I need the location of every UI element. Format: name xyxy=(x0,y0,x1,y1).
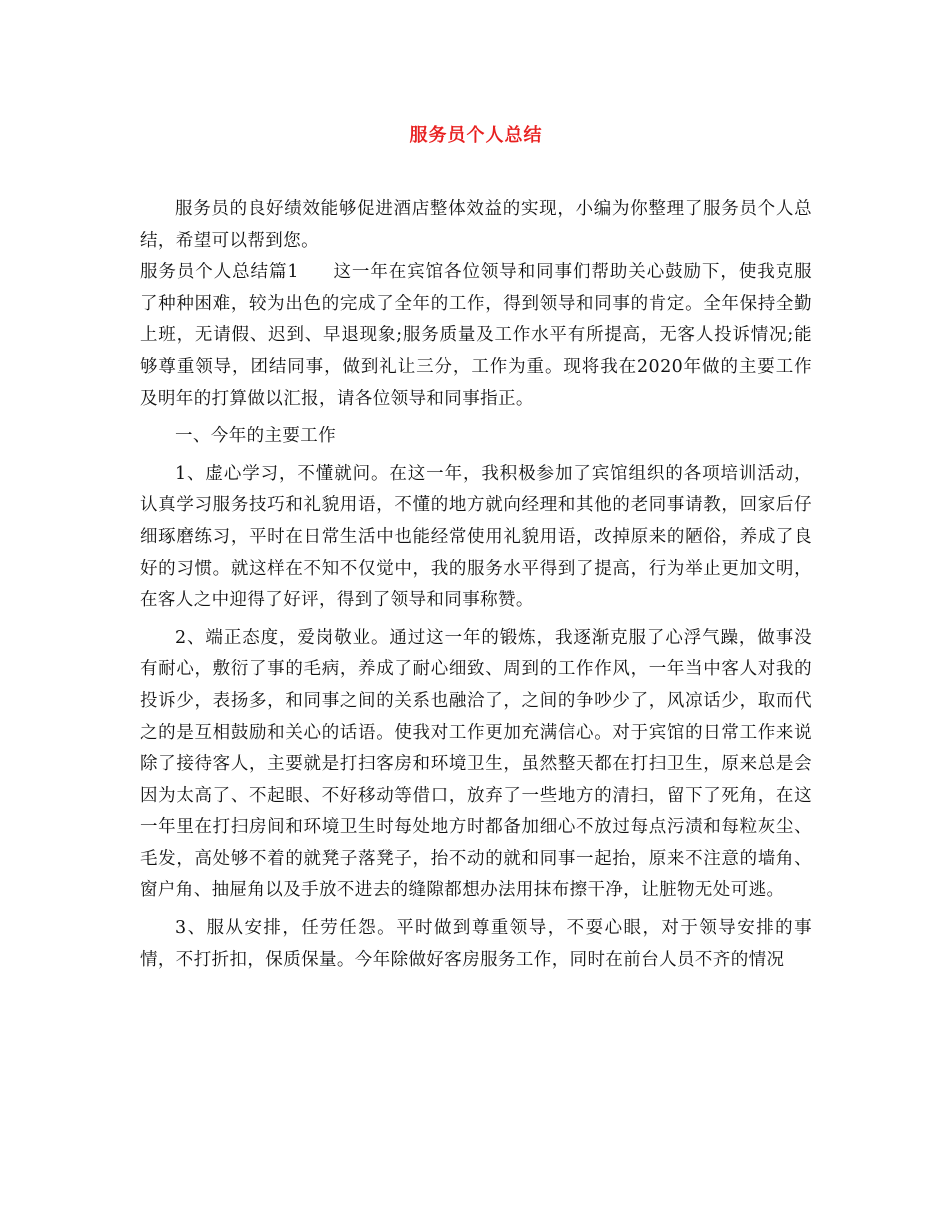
intro-paragraph: 服务员的良好绩效能够促进酒店整体效益的实现，小编为你整理了服务员个人总结，希望可以帮到您。 xyxy=(140,199,812,251)
body-paragraph-3: 3、服从安排，任劳任怨。平时做到尊重领导，不耍心眼，对于领导安排的事情，不打折扣，保质保量。今年除做好客房服务工作，同时在前台人员不齐的情况 xyxy=(140,918,812,970)
document-title: 服务员个人总结 xyxy=(409,125,543,146)
document-page xyxy=(140,118,812,976)
body-paragraph-1: 1、虚心学习，不懂就问。在这一年，我积极参加了宾馆组织的各项培训活动，认真学习服务技巧和礼貌用语，不懂的地方就向经理和其他的老同事请教，回家后仔细琢磨练习，平时在日常生活中也能经常使用礼貌用语，改掉原来的陋俗，养成了良好的习惯。就这样在不知不仅觉中，我的服务水平得到了提高，行为举止更加文明，在客人之中迎得了好评，得到了领导和同事称赞。 xyxy=(140,463,812,611)
article-heading: 服务员个人总结篇1 xyxy=(140,262,299,283)
section-heading: 一、今年的主要工作 xyxy=(175,426,337,447)
article-lead: 这一年在宾馆各位领导和同事们帮助关心鼓励下，使我克服了种种困难，较为出色的完成了全年的工作，得到领导和同事的肯定。全年保持全勤上班，无请假、迟到、早退现象;服务质量及工作水平有所提高，无客人投诉情况;能够尊重领导，团结同事，做到礼让三分，工作为重。现将我在2020年做的主要工作及明年的打算做以汇报，请各位领导和同事指正。 xyxy=(140,262,812,409)
article-paragraph xyxy=(140,257,812,415)
body-paragraph-2: 2、端正态度，爱岗敬业。通过这一年的锻炼，我逐渐克服了心浮气躁，做事没有耐心，敷衍了事的毛病，养成了耐心细致、周到的工作作风，一年当中客人对我的投诉少，表扬多，和同事之间的关系也融洽了，之间的争吵少了，风凉话少，取而代之的是互相鼓励和关心的话语。使我对工作更加充满信心。对于宾馆的日常工作来说除了接待客人，主要就是打扫客房和环境卫生，虽然整天都在打扫卫生，原来总是会因为太高了、不起眼、不好移动等借口，放弃了一些地方的清扫，留下了死角，在这一年里在打扫房间和环境卫生时每处地方时都备加细心不放过每点污渍和每粒灰尘、毛发，高处够不着的就凳子落凳子，抬不动的就和同事一起抬，原来不注意的墙角、窗户角、抽屉角以及手放不进去的缝隙都想办法用抹布擦干净，让脏物无处可逃。 xyxy=(140,627,812,901)
